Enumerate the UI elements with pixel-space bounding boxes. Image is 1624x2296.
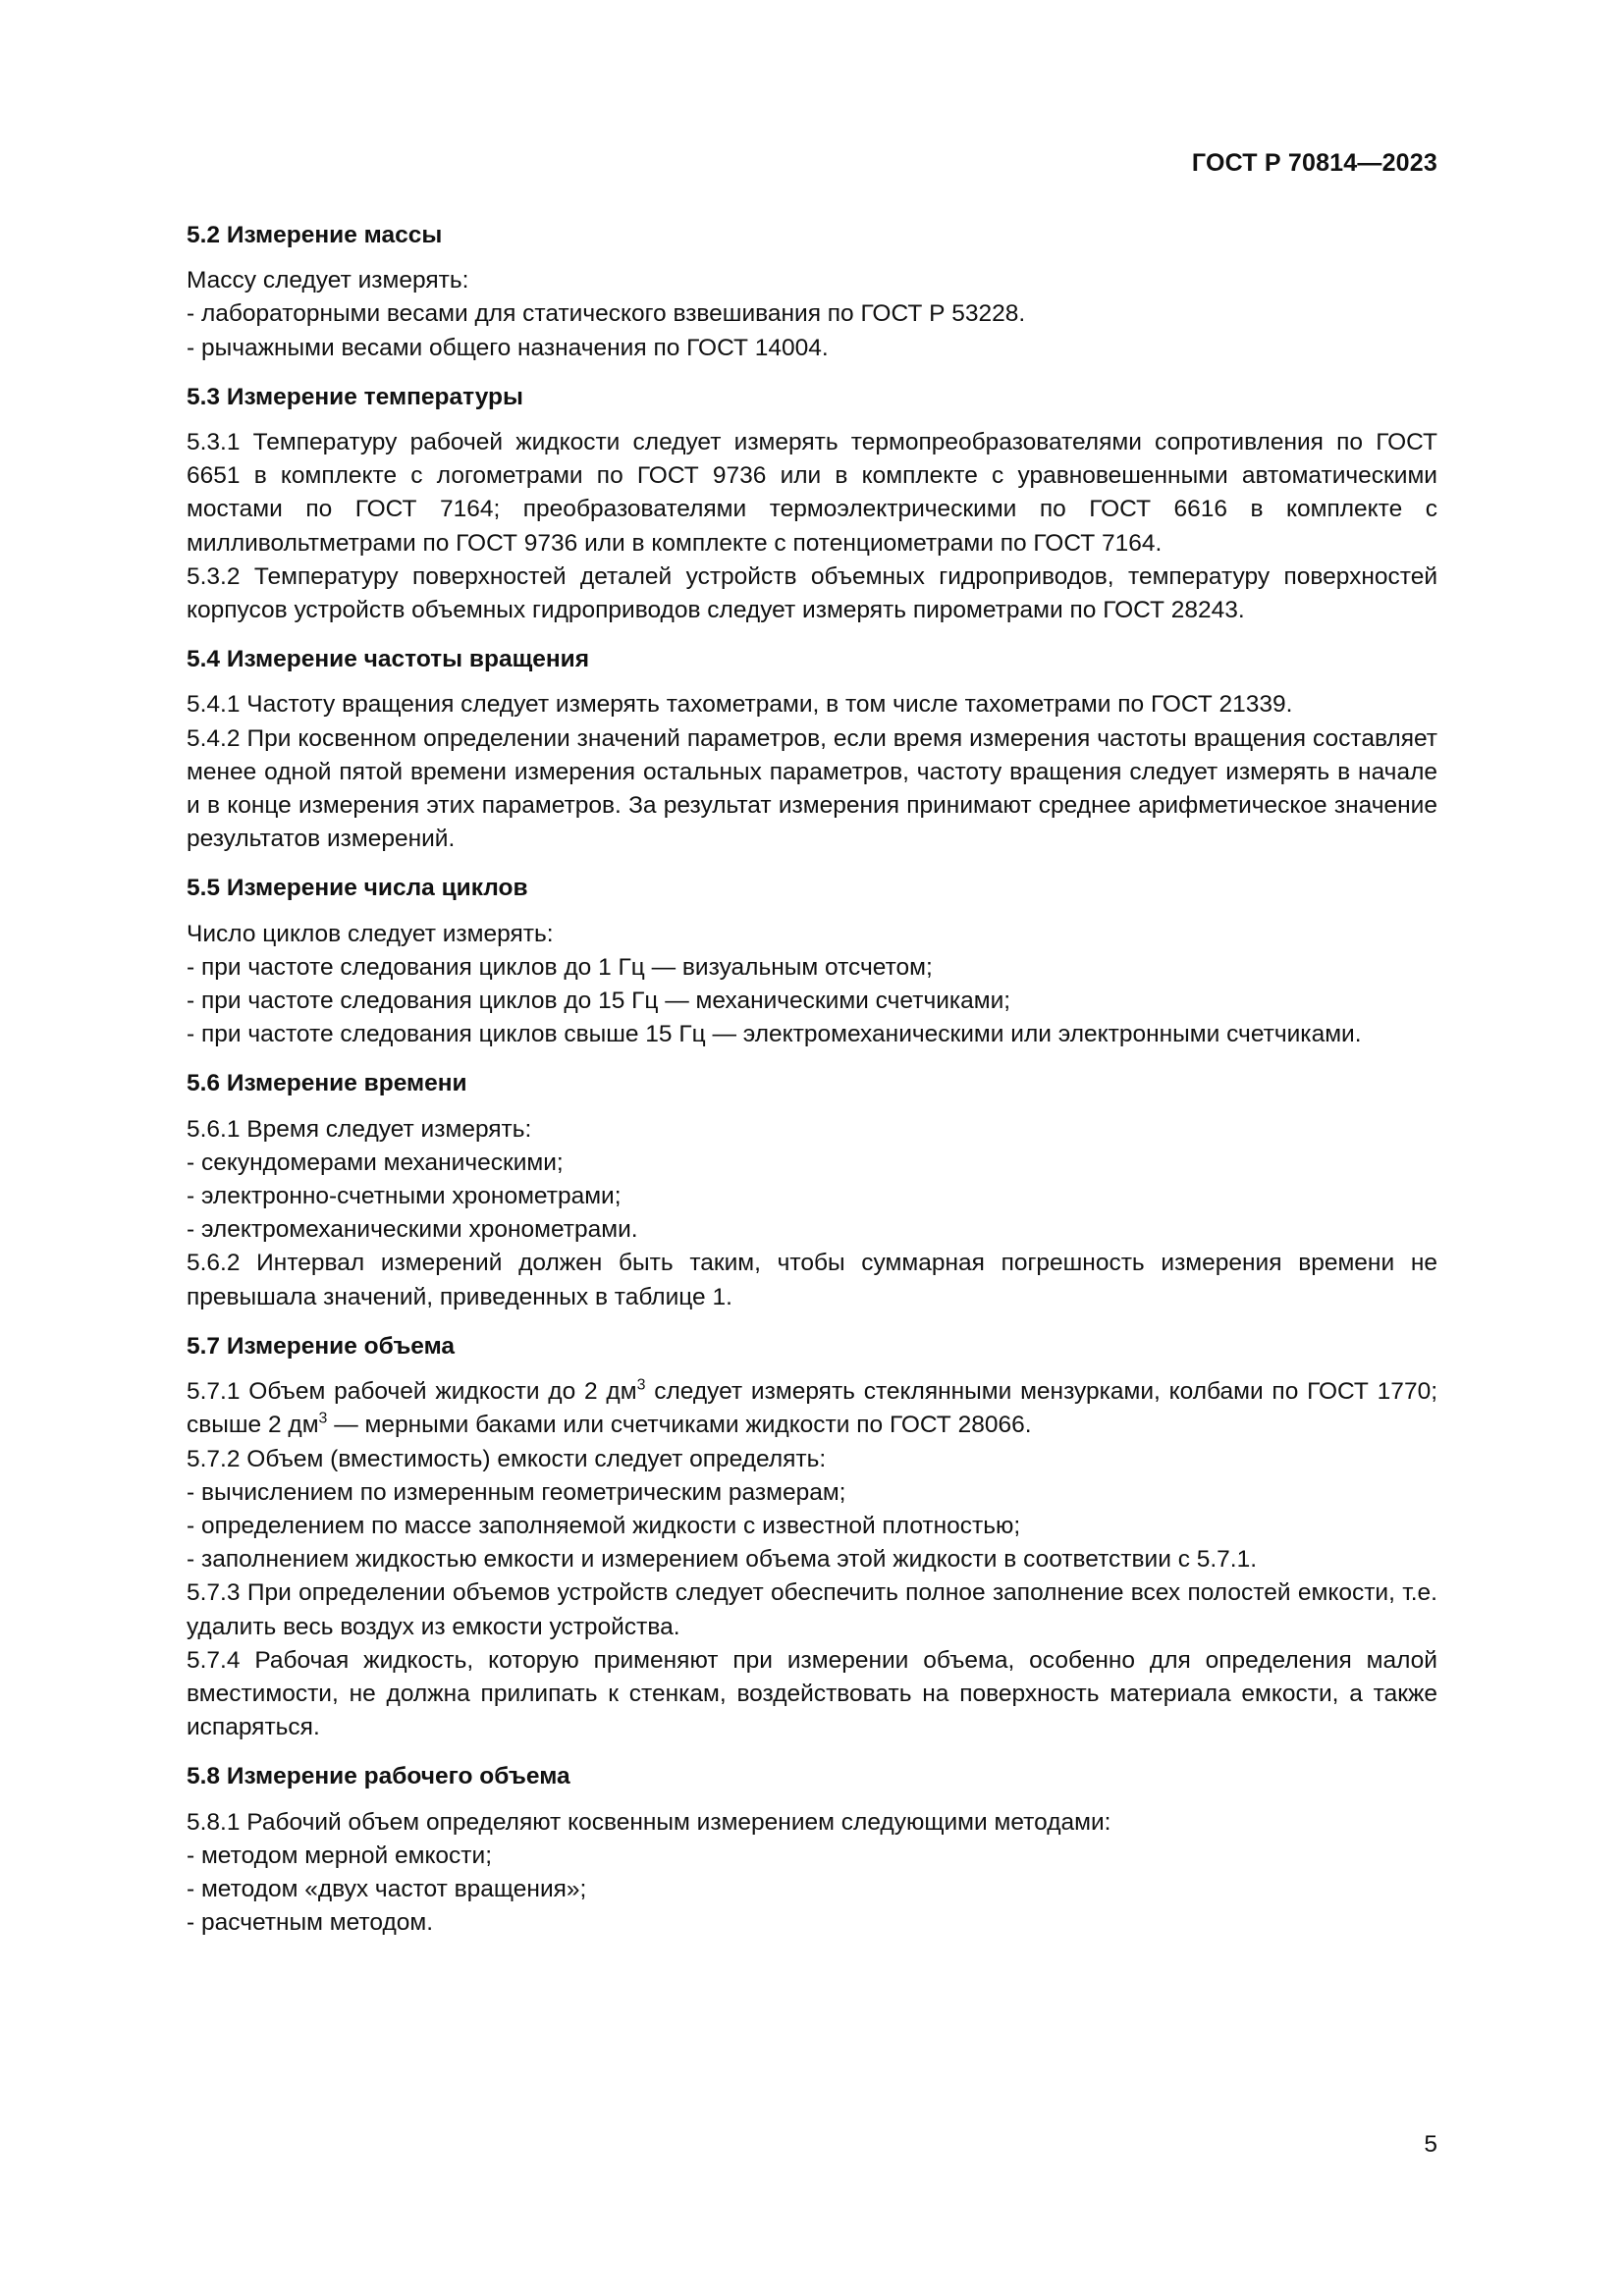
paragraph-5-7-3: 5.7.3 При определении объемов устройств следует обеспечить полное заполнение всех полостей емкости, т.е. удалить весь воздух из емкости устройства. (187, 1579, 1437, 1640)
list-item-5-2-1: - лабораторными весами для статического взвешивания по ГОСТ Р 53228. (187, 300, 1026, 328)
section-heading-5-6: 5.6 Измерение времени (187, 1070, 467, 1097)
document-code: ГОСТ Р 70814—2023 (1191, 149, 1437, 177)
paragraph-5-8-1: 5.8.1 Рабочий объем определяют косвенным измерением следующими методами: (187, 1808, 1111, 1836)
list-item-5-8-1: - методом мерной емкости; (187, 1842, 493, 1869)
paragraph-5-5-intro: Число циклов следует измерять: (187, 920, 554, 947)
list-item-5-5-2: - при частоте следования циклов до 15 Гц — механическими счетчиками; (187, 988, 1011, 1015)
superscript-3: 3 (318, 1410, 328, 1427)
paragraph-5-3-2: 5.3.2 Температуру поверхностей деталей устройств объемных гидроприводов, температуру поверхностей корпусов устройств объемных гидроприводов следует измерять пирометрами по ГОСТ 28243. (187, 562, 1437, 624)
list-item-5-7-1: - вычислением по измеренным геометрическим размерам; (187, 1478, 846, 1506)
section-heading-5-7: 5.7 Измерение объема (187, 1332, 456, 1360)
list-item-5-7-3: - заполнением жидкостью емкости и измерением объема этой жидкости в соответствии с 5.7.1. (187, 1546, 1258, 1574)
section-heading-5-8: 5.8 Измерение рабочего объема (187, 1763, 570, 1790)
paragraph-5-2-intro: Массу следует измерять: (187, 267, 469, 294)
paragraph-5-4-2: 5.4.2 При косвенном определении значений параметров, если время измерения частоты вращения составляет менее одной пятой времени измерения остальных параметров, частоту вращения следует измерять в начале и в конце измерения этих параметров. За результат измерения принимают среднее арифметическое значение результатов измерений. (187, 724, 1437, 853)
paragraph-5-7-1 (187, 1375, 1437, 1442)
list-item-5-6-3: - электромеханическими хронометрами. (187, 1216, 638, 1244)
list-item-5-8-3: - расчетным методом. (187, 1909, 434, 1937)
list-item-5-8-2: - методом «двух частот вращения»; (187, 1875, 587, 1902)
list-item-5-7-2: - определением по массе заполняемой жидкости с известной плотностью; (187, 1512, 1021, 1539)
section-heading-5-4: 5.4 Измерение частоты вращения (187, 646, 590, 673)
list-item-5-2-2: - рычажными весами общего назначения по ГОСТ 14004. (187, 334, 829, 361)
section-heading-5-2: 5.2 Измерение массы (187, 222, 443, 248)
paragraph-5-7-1-part-b: следует измерять стеклянными мензурками, колбами по ГОСТ 1770; свыше 2 дм (187, 1378, 1437, 1439)
paragraph-5-6-1: 5.6.1 Время следует измерять: (187, 1115, 532, 1143)
list-item-5-6-1: - секундомерами механическими; (187, 1148, 564, 1176)
document-body (187, 219, 1437, 1940)
paragraph-5-4-1: 5.4.1 Частоту вращения следует измерять тахометрами, в том числе тахометрами по ГОСТ 21339. (187, 691, 1293, 719)
section-heading-5-5: 5.5 Измерение числа циклов (187, 875, 528, 902)
paragraph-5-7-1-part-a: 5.7.1 Объем рабочей жидкости до 2 дм (187, 1378, 637, 1406)
list-item-5-5-3: - при частоте следования циклов свыше 15 Гц — электромеханическими или электронными счетчиками. (187, 1021, 1362, 1048)
list-item-5-5-1: - при частоте следования циклов до 1 Гц — визуальным отсчетом; (187, 953, 933, 981)
paragraph-5-7-4: 5.7.4 Рабочая жидкость, которую применяют при измерении объема, особенно для определения малой вместимости, не должна прилипать к стенкам, воздействовать на поверхность материала емкости, а также испаряться. (187, 1646, 1437, 1741)
section-heading-5-3: 5.3 Измерение температуры (187, 383, 523, 410)
paragraph-5-3-1: 5.3.1 Температуру рабочей жидкости следует измерять термопреобразователями сопротивления по ГОСТ 6651 в комплекте с логометрами по ГОСТ 9736 или в комплекте с уравновешенными автоматическими мостами по ГОСТ 7164; преобразователями термоэлектрическими по ГОСТ 6616 в комплекте с милливольтметрами по ГОСТ 9736 или в комплекте с потенциометрами по ГОСТ 7164. (187, 429, 1437, 557)
paragraph-5-6-2: 5.6.2 Интервал измерений должен быть таким, чтобы суммарная погрешность измерения времени не превышала значений, приведенных в таблице 1. (187, 1250, 1437, 1310)
list-item-5-6-2: - электронно-счетными хронометрами; (187, 1183, 622, 1210)
superscript-3: 3 (636, 1376, 646, 1394)
paragraph-5-7-1-part-c: — мерными баками или счетчиками жидкости по ГОСТ 28066. (327, 1412, 1032, 1439)
page-number: 5 (1424, 2131, 1437, 2158)
paragraph-5-7-2: 5.7.2 Объем (вместимость) емкости следует определять: (187, 1445, 827, 1472)
